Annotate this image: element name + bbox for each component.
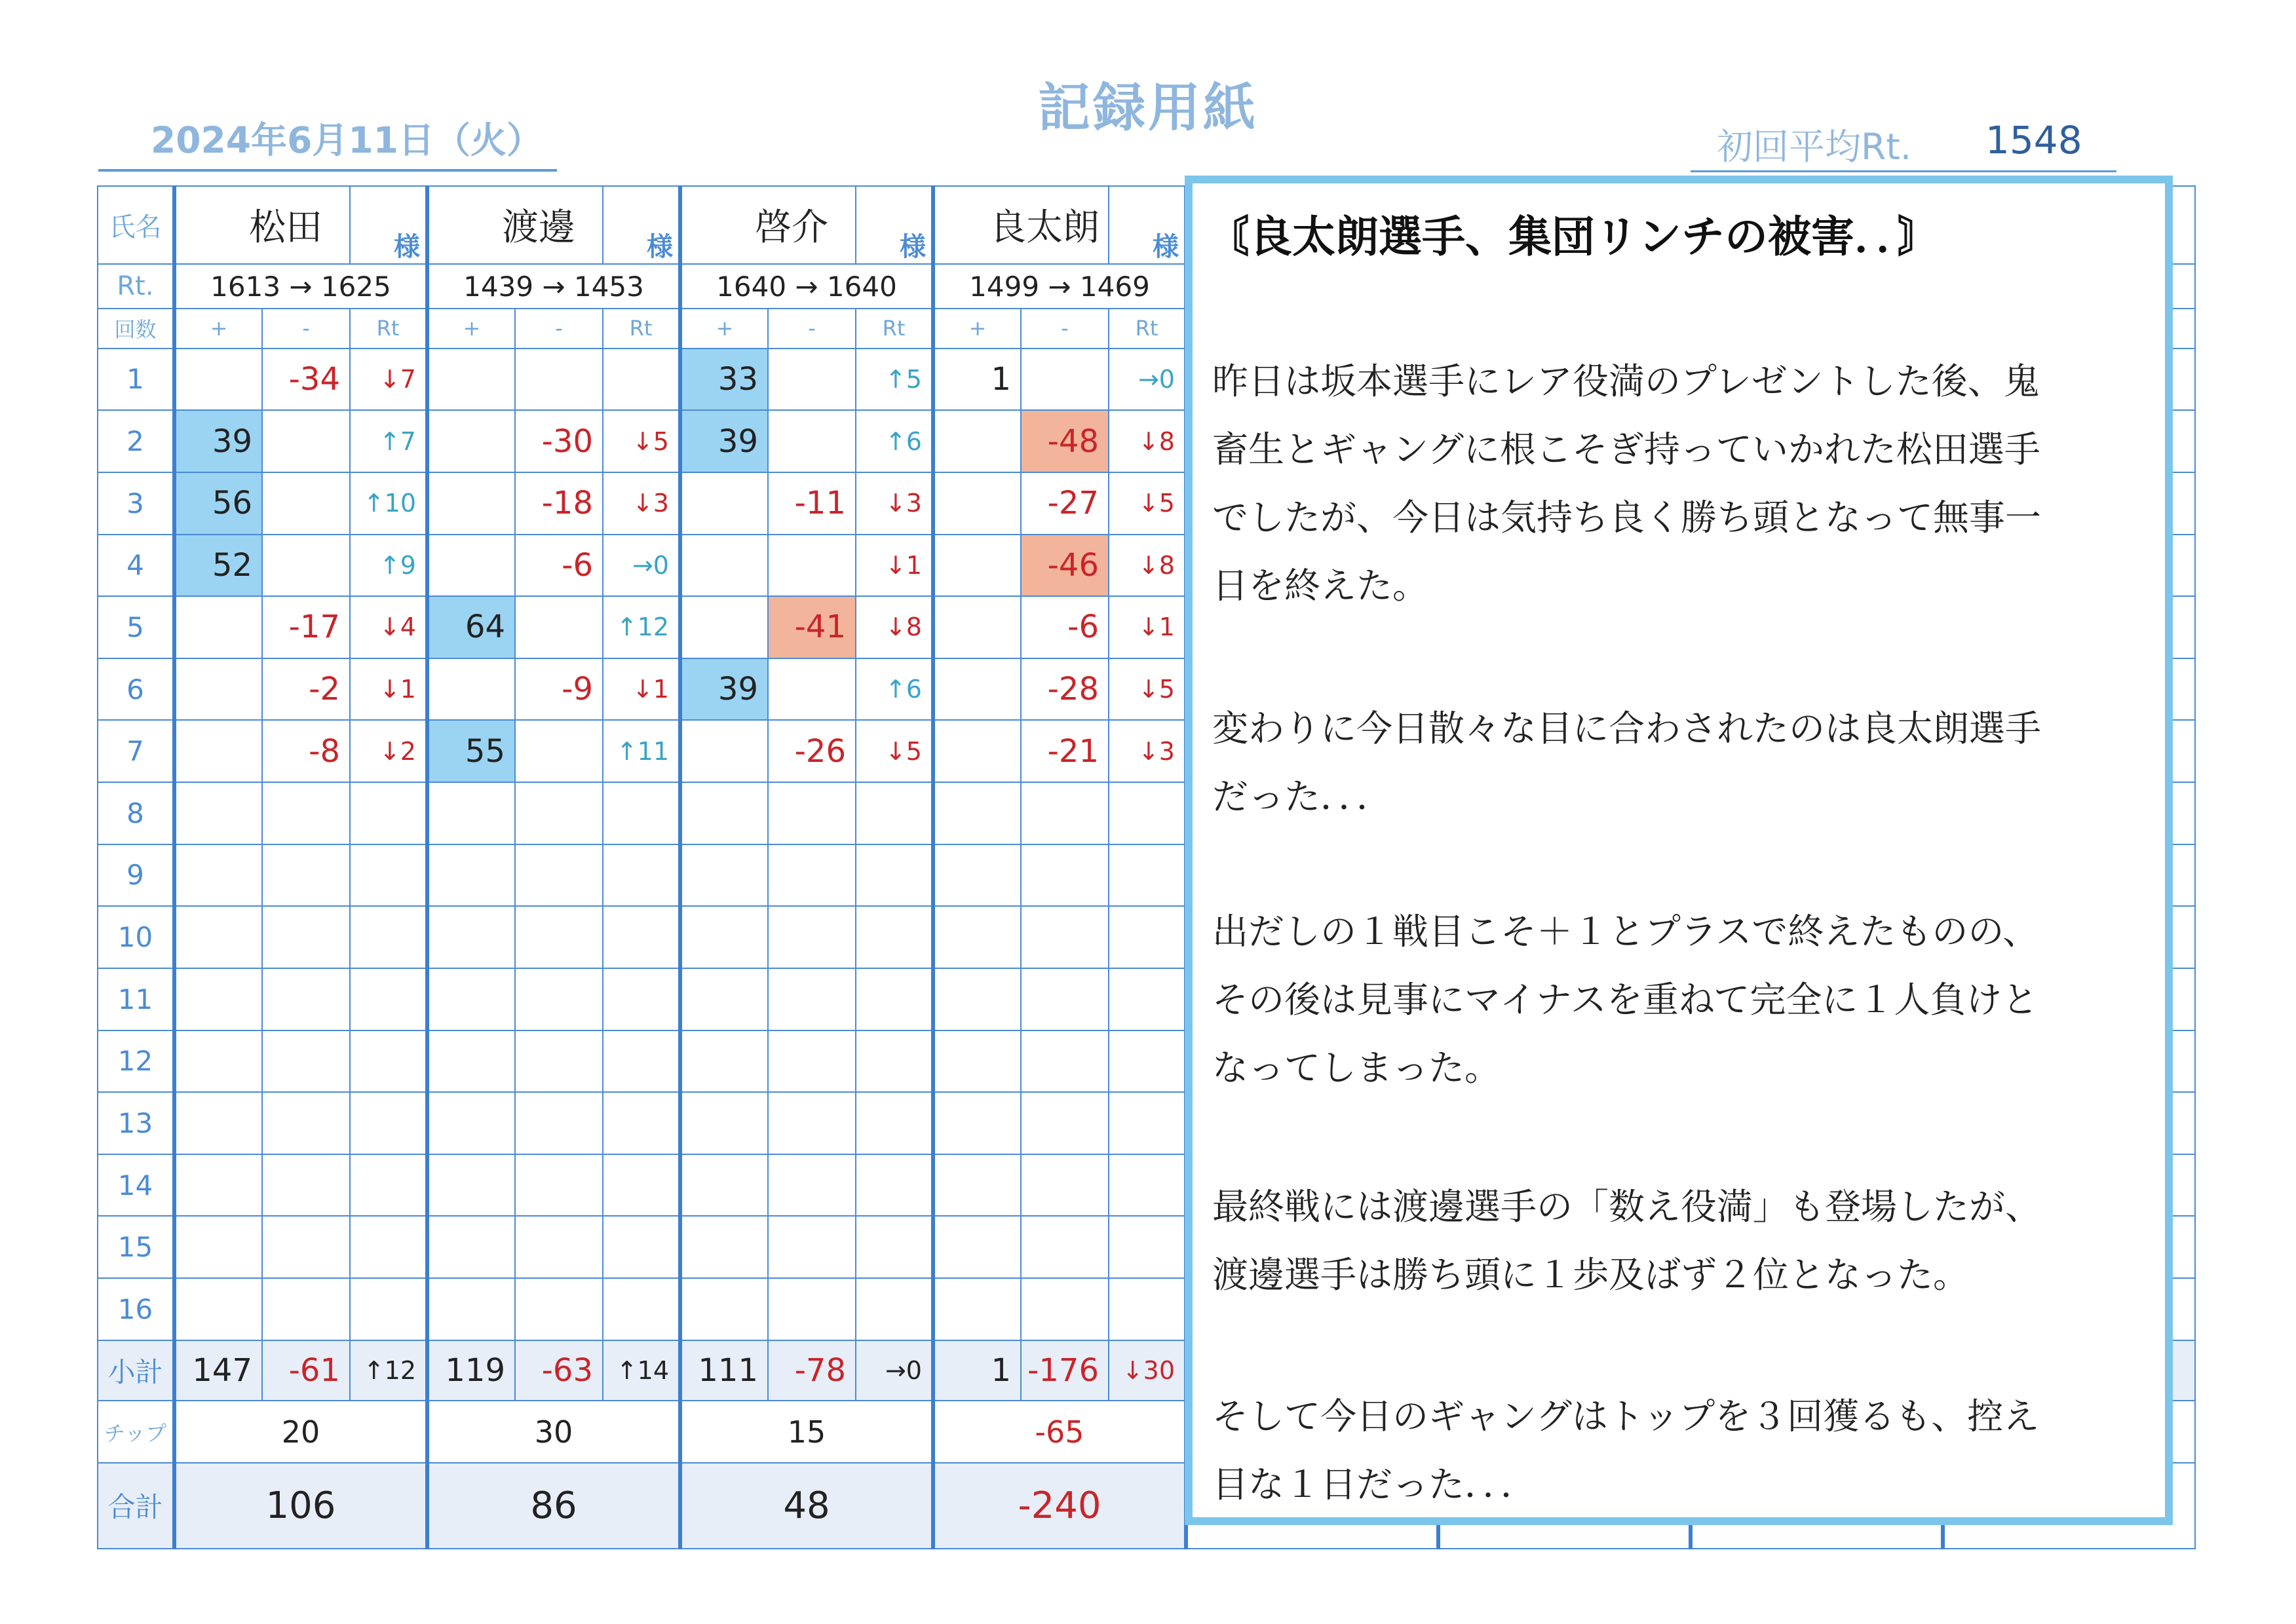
plus-header: + [933,309,1021,348]
article-line: だった．．． [1212,776,1393,818]
rating-change [603,1216,680,1278]
plus-score [427,782,515,844]
round-number: 16 [98,1278,174,1340]
minus-score [1021,782,1109,844]
rating-change [603,968,680,1030]
initial-average-underline [1691,170,2116,172]
initial-average-label: 初回平均Rt. [1717,126,1912,168]
minus-header: - [1021,309,1109,348]
rating-change: ↓8 [1109,535,1186,597]
minus-score [515,1092,603,1154]
minus-score: -28 [1021,658,1109,721]
rating-change: →0 [1109,349,1186,411]
plus-score [174,1216,262,1278]
minus-score [768,410,856,472]
minus-score [262,1216,350,1278]
article-line: 昨日は坂本選手にレア役満のプレゼントした後、鬼 [1212,360,2040,402]
article-line: 渡邊選手は勝ち頭に１歩及ばず２位となった。 [1212,1254,1970,1296]
minus-score [1021,1092,1109,1154]
plus-score [174,1154,262,1217]
rating-change [856,1278,933,1340]
subtotal-plus: 1 [933,1340,1021,1401]
rating-change: ↓3 [1109,720,1186,782]
minus-score [515,1154,603,1217]
rating-change [603,844,680,907]
plus-score [427,1092,515,1154]
plus-score [933,596,1021,658]
rating-change: ↑10 [350,472,427,535]
player-rating: 1499 → 1469 [933,264,1186,309]
rating-change: ↓1 [1109,596,1186,658]
rating-change [1109,1278,1186,1340]
plus-score [680,1278,768,1340]
rating-change [603,1030,680,1093]
article-paragraph [1212,347,2149,620]
rating-change [350,906,427,968]
plus-score [680,968,768,1030]
rating-change [856,1092,933,1154]
minus-score: -8 [262,720,350,782]
article-line: その後は見事にマイナスを重ねて完全に１人負けと [1212,979,2038,1021]
plus-score [680,1092,768,1154]
minus-score [515,1030,603,1093]
minus-score [768,844,856,907]
rating-change: ↓5 [1109,472,1186,535]
rating-change [1109,782,1186,844]
plus-header: + [680,309,768,348]
rating-change [1109,1092,1186,1154]
subtotal-rating-change: →0 [856,1340,933,1401]
plus-score [427,1278,515,1340]
minus-score [768,535,856,597]
minus-score: -26 [768,720,856,782]
rating-change: ↓1 [603,658,680,721]
chip-value: 20 [174,1401,427,1463]
page-title: 記録用紙 [1038,77,1258,138]
rating-change: ↑7 [350,410,427,472]
plus-score [680,720,768,782]
article-paragraph [1212,897,2149,1102]
minus-score: -9 [515,658,603,721]
minus-score [262,844,350,907]
rating-change: ↑5 [856,349,933,411]
total-header: 合計 [98,1463,174,1549]
plus-score [933,410,1021,472]
rating-change: ↓8 [1109,410,1186,472]
minus-header: - [262,309,350,348]
plus-score [174,596,262,658]
rating-change: ↓1 [350,658,427,721]
minus-score [262,1030,350,1093]
plus-score: 56 [174,472,262,535]
minus-score: -18 [515,472,603,535]
rating-change: →0 [603,535,680,597]
plus-score [427,1216,515,1278]
subtotal-rating-change: ↑12 [350,1340,427,1401]
minus-score [768,1154,856,1217]
plus-score [174,1030,262,1093]
minus-score [262,472,350,535]
plus-score [933,1278,1021,1340]
article-paragraph [1212,694,2149,831]
article-line: 変わりに今日散々な目に合わされたのは良太朗選手 [1212,708,2042,749]
subtotal-rating-change: ↓30 [1109,1340,1186,1401]
plus-score [933,472,1021,535]
total-value: 48 [680,1463,933,1549]
rating-change [350,1278,427,1340]
plus-score [427,472,515,535]
plus-score [680,1030,768,1093]
rating-change: ↓5 [1109,658,1186,721]
subtotal-minus: -63 [515,1340,603,1401]
minus-score [515,1278,603,1340]
rating-change [603,1154,680,1217]
plus-score: 39 [680,410,768,472]
minus-score [768,1216,856,1278]
chip-value: 15 [680,1401,933,1463]
minus-score [515,844,603,907]
minus-score: -6 [515,535,603,597]
minus-score [515,906,603,968]
rating-change: ↓1 [856,535,933,597]
plus-score [933,782,1021,844]
rating-change: ↑6 [856,658,933,721]
rating-change: ↓5 [603,410,680,472]
subtotal-minus: -61 [262,1340,350,1401]
rt-header: Rt [856,309,933,348]
plus-score [933,844,1021,907]
minus-score: -27 [1021,472,1109,535]
rating-change [603,782,680,844]
minus-score: -34 [262,349,350,411]
subtotal-header: 小計 [98,1340,174,1401]
round-number: 6 [98,658,174,721]
plus-score [427,410,515,472]
plus-score [680,906,768,968]
plus-score [174,1092,262,1154]
round-number: 7 [98,720,174,782]
player-rating: 1613 → 1625 [174,264,427,309]
minus-score: -46 [1021,535,1109,597]
minus-score [1021,1216,1109,1278]
rating-change [1109,1154,1186,1217]
honorific-label: 様 [603,186,680,264]
plus-score: 33 [680,349,768,411]
rating-change [603,906,680,968]
minus-header: - [515,309,603,348]
honorific-label: 様 [856,186,933,264]
minus-score: -30 [515,410,603,472]
minus-score [768,1278,856,1340]
plus-score [427,906,515,968]
plus-score [933,658,1021,721]
rating-change: ↓5 [856,720,933,782]
minus-score [262,1278,350,1340]
subtotal-minus: -78 [768,1340,856,1401]
subtotal-plus: 147 [174,1340,262,1401]
minus-score: -21 [1021,720,1109,782]
total-value: 86 [427,1463,680,1549]
article-line: 最終戦には渡邊選手の「数え役満」も登場したが、 [1212,1186,2042,1228]
minus-score [262,535,350,597]
round-number: 15 [98,1216,174,1278]
rating-change [856,844,933,907]
plus-score: 39 [680,658,768,721]
plus-score [427,1154,515,1217]
minus-score [515,720,603,782]
plus-score [933,535,1021,597]
minus-score [768,968,856,1030]
round-number: 4 [98,535,174,597]
rating-change: ↓3 [856,472,933,535]
honorific-label: 様 [1109,186,1186,264]
minus-score [262,410,350,472]
plus-score [680,535,768,597]
chip-value: 30 [427,1401,680,1463]
rating-change [1109,968,1186,1030]
round-number: 8 [98,782,174,844]
chip-header: チップ [98,1401,174,1463]
minus-score [515,596,603,658]
plus-score [933,720,1021,782]
rating-change [350,1030,427,1093]
rating-change: ↑11 [603,720,680,782]
rating-change [350,1154,427,1217]
minus-score [1021,968,1109,1030]
plus-score: 39 [174,410,262,472]
plus-score: 52 [174,535,262,597]
minus-score: -41 [768,596,856,658]
minus-score: -11 [768,472,856,535]
minus-score [1021,844,1109,907]
plus-score [680,596,768,658]
round-number: 11 [98,968,174,1030]
rating-change [350,782,427,844]
rating-change: ↓4 [350,596,427,658]
plus-score [174,844,262,907]
round-number: 3 [98,472,174,535]
subtotal-plus: 111 [680,1340,768,1401]
plus-score [933,1030,1021,1093]
rating-change [350,844,427,907]
article-line: 出だしの１戦目こそ＋１とプラスで終えたものの、 [1212,911,2039,953]
article-paragraph [1212,1382,2149,1519]
rating-change [350,1092,427,1154]
rating-change [1109,1030,1186,1093]
rating-change [856,968,933,1030]
subtotal-minus: -176 [1021,1340,1109,1401]
minus-score [1021,1030,1109,1093]
rating-change [603,1092,680,1154]
minus-score [768,1030,856,1093]
rating-change: ↓8 [856,596,933,658]
minus-score [262,906,350,968]
minus-score [262,1154,350,1217]
plus-score [427,535,515,597]
minus-score [515,1216,603,1278]
round-number: 12 [98,1030,174,1093]
minus-score: -48 [1021,410,1109,472]
round-number: 5 [98,596,174,658]
minus-score [262,782,350,844]
subtotal-plus: 119 [427,1340,515,1401]
rating-change [856,1030,933,1093]
player-rating: 1439 → 1453 [427,264,680,309]
round-number: 14 [98,1154,174,1217]
minus-score [768,906,856,968]
rating-change [603,349,680,411]
rating-change: ↓3 [603,472,680,535]
minus-score [1021,1278,1109,1340]
plus-score [680,844,768,907]
plus-score [933,968,1021,1030]
rating-change [856,782,933,844]
rating-change: ↑12 [603,596,680,658]
minus-score [1021,906,1109,968]
plus-score [680,1154,768,1217]
minus-score [515,968,603,1030]
minus-score: -17 [262,596,350,658]
rt-header: Rt [1109,309,1186,348]
total-value: 106 [174,1463,427,1549]
article-line: 日を終えた。 [1212,565,1429,607]
plus-score [174,968,262,1030]
rating-change [1109,1216,1186,1278]
plus-score [427,349,515,411]
plus-score [174,720,262,782]
chip-value: -65 [933,1401,1186,1463]
round-number: 1 [98,349,174,411]
article-line: 畜生とギャングに根こそぎ持っていかれた松田選手 [1212,428,2040,470]
plus-score [680,1216,768,1278]
rating-change: ↑9 [350,535,427,597]
rating-change [856,1216,933,1278]
date-underline [98,169,557,172]
rating-change [350,1216,427,1278]
round-number: 10 [98,906,174,968]
round-number: 9 [98,844,174,907]
article-line: 目な１日だった．．． [1212,1463,1537,1505]
rating-change: ↓2 [350,720,427,782]
plus-score [680,782,768,844]
rating-change [1109,906,1186,968]
plus-score [933,1216,1021,1278]
initial-average-value: 1548 [1985,118,2082,162]
rating-change [856,906,933,968]
player-name: 啓介 [680,186,856,264]
player-rating: 1640 → 1640 [680,264,933,309]
rating-change: ↑6 [856,410,933,472]
subtotal-rating-change: ↑14 [603,1340,680,1401]
rating-change: ↓7 [350,349,427,411]
plus-score [427,968,515,1030]
plus-score [427,844,515,907]
honorific-label: 様 [350,186,427,264]
plus-score: 1 [933,349,1021,411]
minus-score [768,1092,856,1154]
player-name: 良太朗 [933,186,1109,264]
minus-score [768,782,856,844]
rating-change [603,1278,680,1340]
minus-score [768,349,856,411]
minus-header: - [768,309,856,348]
plus-score [933,1092,1021,1154]
article-line: そして今日のギャングはトップを３回獲るも、控え [1212,1395,2040,1437]
article-paragraph [1212,1173,2149,1309]
plus-score [174,1278,262,1340]
player-name: 松田 [174,186,350,264]
plus-score [427,1030,515,1093]
minus-score [262,968,350,1030]
minus-score [515,782,603,844]
name-header: 氏名 [98,186,174,264]
rounds-header: 回数 [98,309,174,348]
minus-score [515,349,603,411]
minus-score [262,1092,350,1154]
minus-score [768,658,856,721]
plus-score [680,472,768,535]
article-line: なってしまった。 [1212,1047,1501,1089]
plus-score [174,906,262,968]
plus-score [174,658,262,721]
plus-score [427,658,515,721]
round-number: 13 [98,1092,174,1154]
player-name: 渡邊 [427,186,603,264]
rating-header: Rt. [98,264,174,309]
round-number: 2 [98,410,174,472]
plus-score [933,906,1021,968]
plus-score [174,349,262,411]
minus-score: -2 [262,658,350,721]
plus-score: 55 [427,720,515,782]
plus-score: 64 [427,596,515,658]
plus-header: + [174,309,262,348]
date-label: 2024年6月11日（火） [151,119,543,161]
rt-header: Rt [350,309,427,348]
rating-change [350,968,427,1030]
minus-score [1021,1154,1109,1217]
minus-score: -6 [1021,596,1109,658]
plus-header: + [427,309,515,348]
article-line: でしたが、今日は気持ち良く勝ち頭となって無事一 [1212,497,2042,538]
rating-change [856,1154,933,1217]
total-value: -240 [933,1463,1186,1549]
article-title: 〘良太朗選手、集団リンチの被害．．〙 [1206,212,1941,262]
plus-score [174,782,262,844]
plus-score [933,1154,1021,1217]
rt-header: Rt [603,309,680,348]
rating-change [1109,844,1186,907]
minus-score [1021,349,1109,411]
